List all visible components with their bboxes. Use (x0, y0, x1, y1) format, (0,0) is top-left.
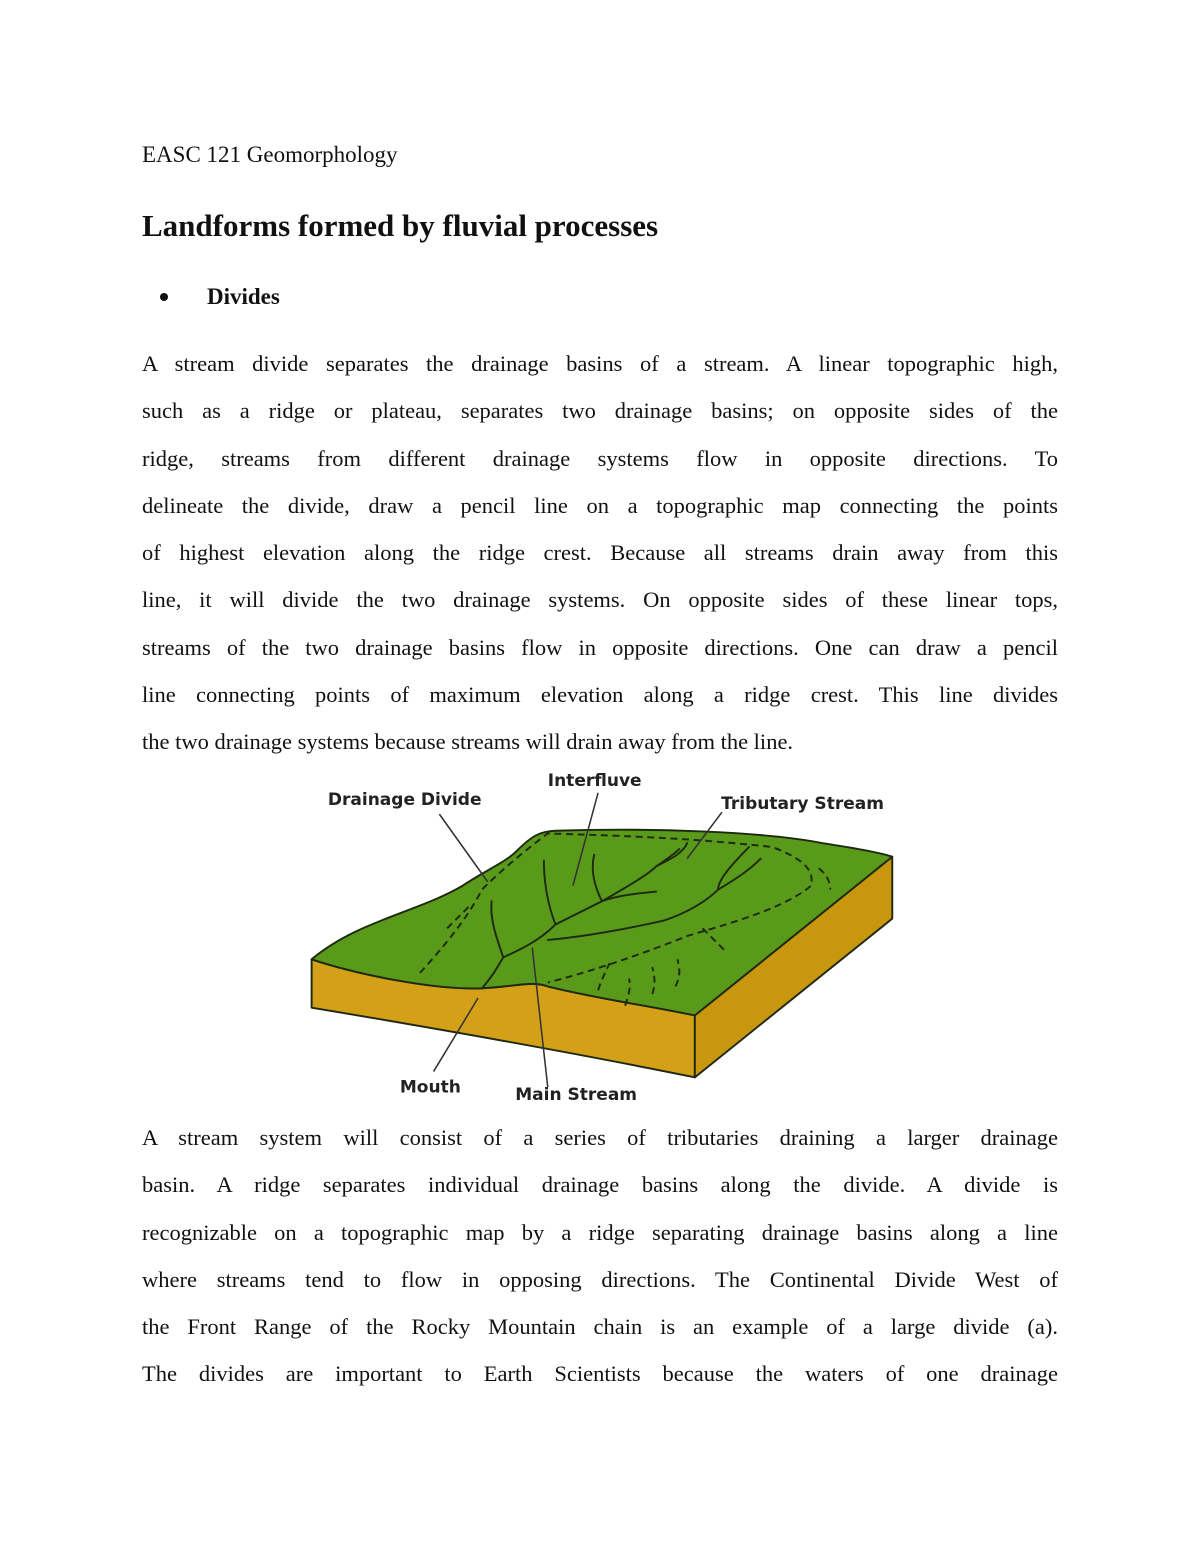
text-line: line connecting points of maximum elevation along a ridge crest. This line divides (142, 682, 1058, 708)
text-line: the two drainage systems because streams will drain away from the line. (142, 729, 794, 755)
bullet-dot-icon (160, 293, 168, 301)
bullet-label: Divides (207, 284, 280, 309)
text-line: the Front Range of the Rocky Mountain chain is an example of a large divide (a). (142, 1314, 1058, 1340)
text-line: ridge, streams from different drainage systems flow in opposite directions. To (142, 445, 1058, 471)
text-line: of highest elevation along the ridge crest. Because all streams drain away from this (142, 540, 1058, 566)
text-line: recognizable on a topographic map by a ridge separating drainage basins along a line (142, 1219, 1058, 1245)
pointer-drainage-divide (439, 814, 487, 882)
text-line: line, it will divide the two drainage systems. On opposite sides of these linear tops, (142, 587, 1058, 613)
paragraph-stream-system (142, 1114, 1058, 1398)
course-title: EASC 121 Geomorphology (142, 142, 398, 167)
text-line: basin. A ridge separates individual drainage basins along the divide. A divide is (142, 1172, 1058, 1198)
drainage-basin-diagram (300, 758, 900, 1118)
text-line: streams of the two drainage basins flow in opposite directions. One can draw a pencil (142, 634, 1058, 660)
label-interfluve: Interfluve (547, 770, 642, 791)
label-tributary-stream: Tributary Stream (721, 794, 884, 815)
text-line: A stream system will consist of a series of tributaries draining a larger drainage (142, 1125, 1058, 1150)
label-main-stream: Main Stream (515, 1085, 638, 1106)
section-heading: Landforms formed by fluvial processes (142, 208, 659, 243)
text-line: A stream divide separates the drainage basins of a stream. A linear topographic high, (142, 351, 1058, 376)
text-line: where streams tend to flow in opposing directions. The Continental Divide West of (142, 1266, 1058, 1292)
bullet-item-divides (160, 284, 280, 310)
label-drainage-divide: Drainage Divide (327, 790, 482, 811)
text-line: delineate the divide, draw a pencil line on a topographic map connecting the points (142, 492, 1058, 518)
paragraph-divides (142, 340, 1058, 766)
text-line: such as a ridge or plateau, separates two drainage basins; on opposite sides of the (142, 398, 1058, 424)
label-mouth: Mouth (399, 1077, 461, 1098)
text-line: The divides are important to Earth Scientists because the waters of one drainage (142, 1361, 1058, 1387)
